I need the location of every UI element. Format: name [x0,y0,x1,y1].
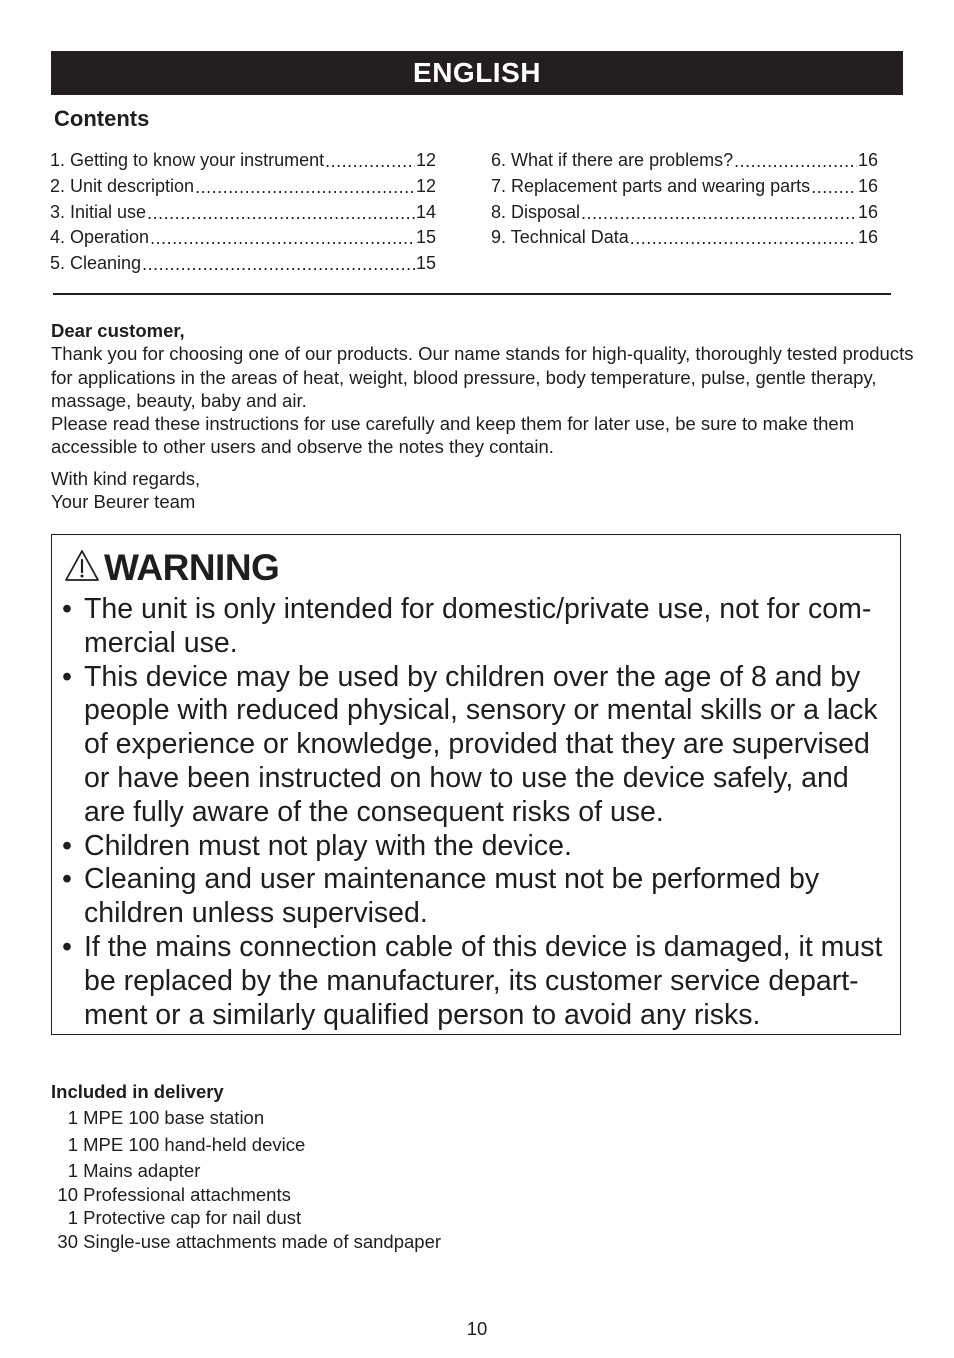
toc-entry-page: 14 [415,201,436,222]
delivery-title: Included in delivery [51,1081,224,1102]
warning-item [62,863,894,931]
delivery-qty: 10 [57,1183,78,1205]
warning-box [51,534,901,1035]
toc-leader-dots [811,177,857,197]
toc-entry[interactable] [50,253,436,279]
toc-entry-label: 5. Cleaning [50,253,142,274]
warning-item [62,830,894,864]
warning-list [62,593,894,1032]
delivery-item [51,1184,441,1208]
signature-line: Your Beurer team [51,491,196,513]
delivery-qty: 1 [67,1134,78,1155]
delivery-qty: 1 [67,1107,78,1128]
toc-entry-label: 1. Getting to know your instrument [50,150,325,170]
warning-item-text: If the mains connection cable of this device is damaged, it must be replaced by the manufacturer, its customer service department or a similarly qualified person to avoid any risks. [84,930,883,1031]
warning-item-text: This device may be used by children over the age of 8 and by people with reduced physical, sensory or mental skills or a lack of experience or knowledge, provided that they are supervised or have been instructed on how to use the device safely, and are fully aware of the consequent risks of use. [84,660,878,828]
warning-header [64,547,279,589]
warning-item-text: The unit is only intended for domestic/private use, not for commercial use. [84,593,872,659]
warning-item [62,931,894,1032]
toc-leader-dots [142,254,415,274]
toc-entry-page: 16 [857,150,878,170]
toc-leader-dots [195,177,415,197]
toc-entry-label: 3. Initial use [50,201,147,222]
delivery-item [51,1107,441,1134]
toc-leader-dots [734,151,857,171]
delivery-name: Protective cap for nail dust [83,1207,302,1228]
toc-entry[interactable] [491,176,878,202]
warning-title: WARNING [104,547,280,588]
bullet-icon: • [62,863,72,896]
contents-title: Contents [54,106,150,131]
toc-entry[interactable] [50,150,436,176]
delivery-name: Mains adapter [83,1160,201,1181]
warning-item [62,661,894,830]
toc-entry-label: 4. Operation [50,227,150,248]
delivery-list [51,1107,441,1254]
warning-item-text: Children must not play with the device. [84,829,572,862]
regards-line: With kind regards, [51,467,201,489]
delivery-qty: 1 [67,1207,78,1228]
delivery-qty: 1 [67,1160,78,1181]
toc-entry[interactable] [491,202,878,228]
intro-section [51,319,921,513]
toc-entry-label: 7. Replacement parts and wearing parts [491,175,811,196]
toc-entry-label: 6. What if there are problems? [491,150,734,170]
toc-entry[interactable] [50,202,436,228]
toc-entry-page: 12 [415,175,436,196]
toc-entry-page: 15 [415,227,436,248]
bullet-icon: • [62,829,72,862]
language-header [51,51,903,95]
delivery-name: Single-use attachments made of sandpaper [83,1230,442,1252]
toc-entry-page: 16 [857,201,878,222]
toc-entry[interactable] [50,227,436,253]
greeting: Dear customer, [51,320,185,341]
intro-paragraph: Thank you for choosing one of our products. Our name stands for high-quality, thoroughly tested products for applications in the areas of heat, weight, blood pressure, body temperature, pulse, gentle therapy, massage, beauty, baby and air. [51,343,914,411]
bullet-icon: • [62,930,72,963]
toc-entry-label: 9. Technical Data [491,227,629,248]
delivery-name: Professional attachments [83,1183,291,1205]
toc-entry[interactable] [50,176,436,202]
bullet-icon: • [62,593,72,625]
toc-entry-page: 16 [857,227,878,248]
section-divider [53,293,891,295]
toc-entry-label: 8. Disposal [491,201,581,222]
toc-entry-page: 16 [857,175,878,196]
warning-item [62,593,894,661]
toc-right-column [491,150,878,253]
bullet-icon: • [62,660,72,693]
page-number: 10 [466,1318,488,1339]
intro-paragraph: Please read these instructions for use carefully and keep them for later use, be sure to make them accessible to other users and observe the notes they contain. [51,413,855,458]
toc-entry[interactable] [491,150,878,176]
delivery-item [51,1134,441,1160]
toc-leader-dots [150,228,415,248]
toc-entry-page: 15 [415,253,436,274]
delivery-qty: 30 [57,1230,78,1252]
toc-leader-dots [630,228,857,248]
toc-entry-page: 12 [415,150,436,170]
toc-entry[interactable] [491,227,878,253]
warning-item-text: Cleaning and user maintenance must not be performed by children unless supervised. [84,863,820,930]
delivery-item [51,1160,441,1184]
delivery-item [51,1207,441,1231]
toc-left-column [50,150,436,279]
toc-leader-dots [325,151,415,171]
toc-entry-label: 2. Unit description [50,175,195,196]
toc-leader-dots [147,203,415,223]
delivery-name: MPE 100 hand-held device [83,1134,306,1155]
delivery-name: MPE 100 base station [83,1107,265,1128]
delivery-item [51,1231,441,1255]
warning-triangle-icon [64,549,100,588]
toc-leader-dots [581,203,857,223]
language-title: ENGLISH [413,57,541,88]
